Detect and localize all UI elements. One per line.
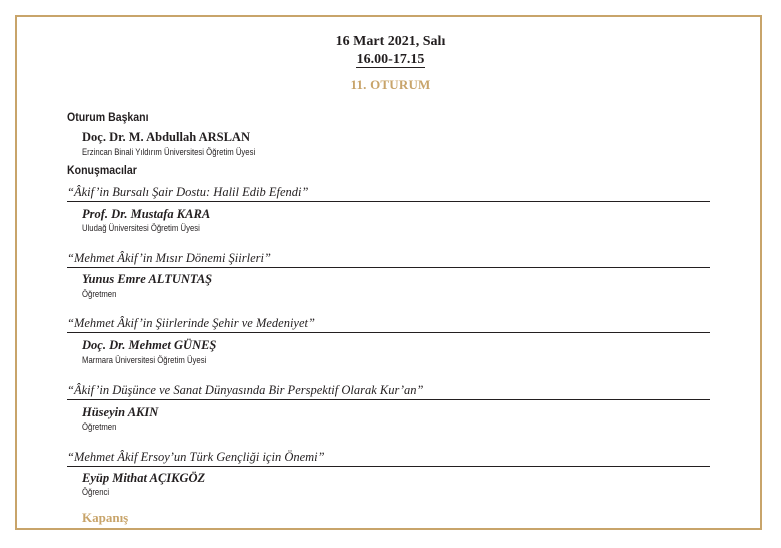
closing-label: Kapanış bbox=[82, 510, 129, 525]
speaker-name: Yunus Emre ALTUNTAŞ bbox=[82, 272, 213, 286]
chair-affiliation: Erzincan Binali Yıldırım Üniversitesi Öğretim Üyesi bbox=[82, 147, 256, 157]
speaker-name: Eyüp Mithat AÇIKGÖZ bbox=[82, 471, 206, 485]
chair-heading: Oturum Başkanı bbox=[67, 110, 149, 124]
talk-title: “Mehmet Âkif’in Şiirlerinde Şehir ve Medeniyet” bbox=[67, 316, 315, 330]
talk-row bbox=[67, 384, 710, 400]
speaker-affiliation: Öğrenci bbox=[82, 487, 110, 497]
talk-title: “Mehmet Âkif’in Mısır Dönemi Şiirleri” bbox=[67, 251, 271, 265]
speaker-name: Prof. Dr. Mustafa KARA bbox=[82, 207, 211, 221]
talk-row bbox=[67, 317, 710, 333]
chair-name: Doç. Dr. M. Abdullah ARSLAN bbox=[82, 130, 250, 144]
session-date: 16 Mart 2021, Salı bbox=[335, 34, 446, 49]
talk-title: “Âkif’in Bursalı Şair Dostu: Halil Edib Efendi” bbox=[67, 185, 309, 199]
session-title: 11. OTURUM bbox=[350, 77, 431, 92]
session-time-text: 16.00-17.15 bbox=[356, 52, 425, 67]
talk-row bbox=[67, 451, 710, 467]
talk-title: “Mehmet Âkif Ersoy’un Türk Gençliği için Önemi” bbox=[67, 450, 325, 464]
speaker-affiliation: Öğretmen bbox=[82, 422, 117, 432]
speaker-affiliation: Marmara Üniversitesi Öğretim Üyesi bbox=[82, 355, 207, 365]
session-time bbox=[0, 52, 781, 68]
speaker-affiliation: Uludağ Üniversitesi Öğretim Üyesi bbox=[82, 223, 200, 233]
speaker-name: Hüseyin AKIN bbox=[82, 405, 159, 419]
talk-title: “Âkif’in Düşünce ve Sanat Dünyasında Bir Perspektif Olarak Kur’an” bbox=[67, 383, 424, 397]
talk-row bbox=[67, 252, 710, 268]
speakers-heading: Konuşmacılar bbox=[67, 163, 137, 177]
speaker-affiliation: Öğretmen bbox=[82, 289, 117, 299]
talk-row bbox=[67, 186, 710, 202]
speaker-name: Doç. Dr. Mehmet GÜNEŞ bbox=[82, 338, 217, 352]
